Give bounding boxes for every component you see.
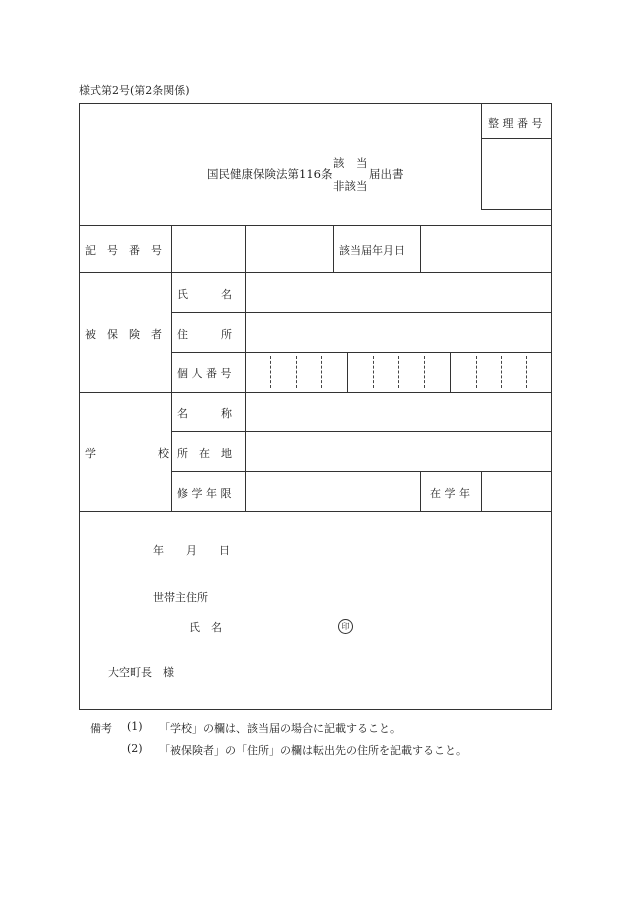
note-2-text: 「被保険者」の「住所」の欄は転出先の住所を記載すること。 xyxy=(159,744,467,757)
householder-address-label: 世帯主住所 xyxy=(153,591,208,604)
insured-section-label: 被 保 険 者 xyxy=(85,328,162,341)
form-number-label: 様式第2号(第2条関係) xyxy=(79,84,190,97)
school-section-label-right: 校 xyxy=(158,447,169,460)
kigo-number-label: 記 号 番 号 xyxy=(85,244,162,257)
title-option-applicable: 該 当 xyxy=(333,156,368,170)
note-1-text: 「学校」の欄は、該当届の場合に記載すること。 xyxy=(159,722,401,735)
seiri-number-label: 整 理 番 号 xyxy=(488,117,543,130)
applicable-date-label: 該当届年月日 xyxy=(339,244,405,257)
school-name-label: 名 称 xyxy=(177,407,232,420)
note-1-number: (1) xyxy=(127,720,143,733)
current-school-year-label: 在 学 年 xyxy=(430,487,470,500)
note-2-number: (2) xyxy=(127,742,143,755)
insured-address-label: 住 所 xyxy=(177,328,232,341)
insured-mynumber-label: 個 人 番 号 xyxy=(177,367,232,380)
title-option-not-applicable: 非該当 xyxy=(333,179,368,193)
householder-name-label: 氏 名 xyxy=(189,621,222,634)
school-location-label: 所 在 地 xyxy=(177,447,232,460)
insured-name-label: 氏 名 xyxy=(177,288,232,301)
notes-label: 備考 xyxy=(90,722,112,735)
seal-mark: 印 xyxy=(338,619,353,634)
school-years-label: 修 学 年 限 xyxy=(177,487,232,500)
title-suffix: 届出書 xyxy=(369,167,404,181)
school-section-label-left: 学 xyxy=(85,447,96,460)
submit-date-label: 年 月 日 xyxy=(153,544,230,557)
title-prefix: 国民健康保険法第116条 xyxy=(207,167,333,181)
addressee-label: 大空町長 様 xyxy=(108,666,174,679)
